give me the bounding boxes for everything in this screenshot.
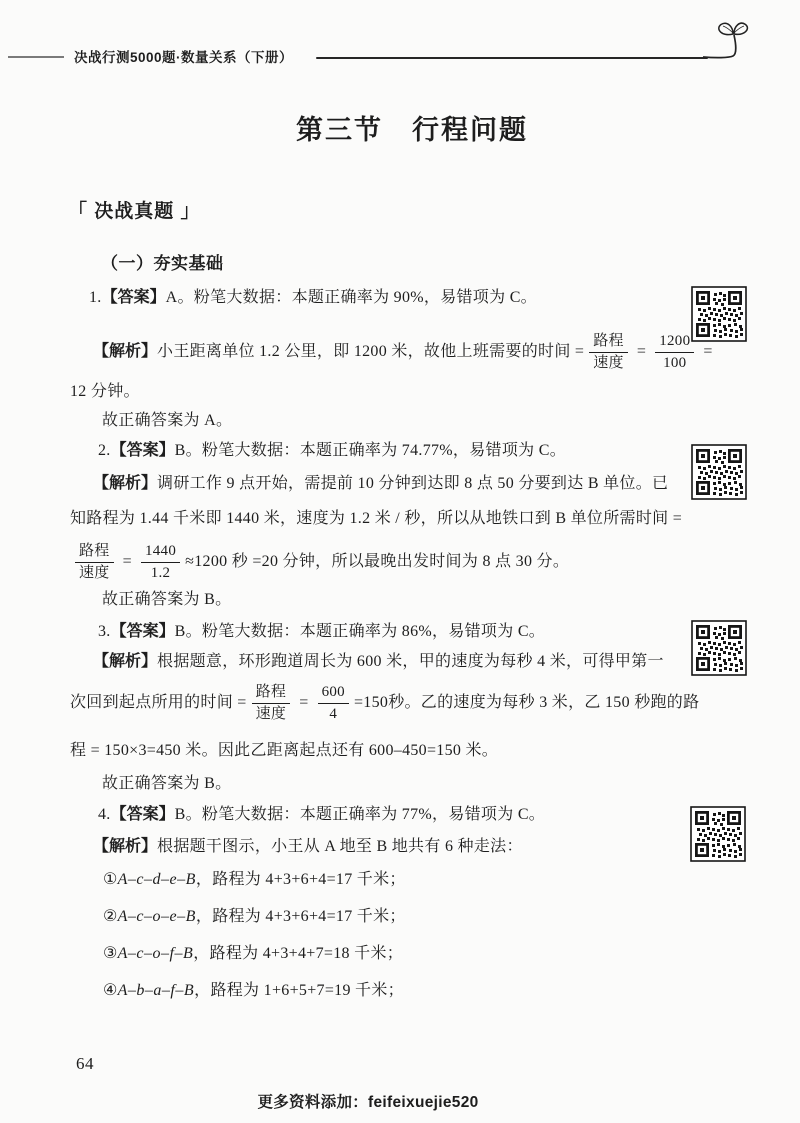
subsection-heading: （一）夯实基础 <box>101 254 224 273</box>
q4-route-item <box>103 906 406 928</box>
equals-sign: = <box>122 553 132 570</box>
fraction-distance-over-speed: $\frac{\text{路程}}{\text{速度}}$ <box>75 542 114 583</box>
header-rule-right <box>316 57 708 59</box>
equals-sign: = <box>636 343 647 360</box>
q3-analysis-text1: 根据题意，环形跑道周长为 600 米，甲的速度为每秒 4 米，可得甲第一 <box>157 653 664 670</box>
route-desc: ，路程为 4+3+4+7=18 千米； <box>193 945 404 962</box>
q4-analysis-line1 <box>93 836 523 858</box>
answer-label: 【答案】 <box>101 289 166 306</box>
q2-conclusion: 故正确答案为 B。 <box>102 591 232 608</box>
footer-promo-text: 更多资料添加：feifeixuejie520 <box>257 1094 479 1111</box>
analysis-label: 【解析】 <box>93 653 158 670</box>
route-marker: ④ <box>103 982 118 999</box>
fraction-1200-over-100: $\frac{1200}{100}$ <box>655 332 694 373</box>
route-desc: ，路程为 1+6+5+7=19 千米； <box>194 982 404 999</box>
q2-analysis-text1: 调研工作 9 点开始，需提前 10 分钟到达即 8 点 50 分要到达 B 单位。已 <box>157 475 669 492</box>
q3-answer-text: B。粉笔大数据：本题正确率为 86%，易错项为 C。 <box>174 623 546 640</box>
fraction-distance-over-speed: $\frac{\text{路程}}{\text{速度}}$ <box>589 332 628 373</box>
q3-conclusion: 故正确答案为 B。 <box>102 775 232 792</box>
analysis-label: 【解析】 <box>93 838 158 855</box>
qr-code <box>690 806 746 862</box>
answer-label: 【答案】 <box>110 623 175 640</box>
q3-formula-prefix: 次回到起点所用的时间 = <box>70 694 247 711</box>
q3-formula-line <box>70 675 699 731</box>
q2-answer-text: B。粉笔大数据：本题正确率为 74.77%，易错项为 C。 <box>174 442 566 459</box>
fraction-600-over-4: $\frac{600}{4}$ <box>318 683 349 724</box>
route-path: A–c–o–e–B <box>117 908 196 925</box>
answer-label: 【答案】 <box>110 806 175 823</box>
q3-answer-line <box>98 621 545 643</box>
q3-analysis-line1 <box>93 651 664 673</box>
q2-number: 2. <box>98 442 111 459</box>
q4-answer-text: B。粉笔大数据：本题正确率为 77%，易错项为 C。 <box>174 806 546 823</box>
route-desc: ，路程为 4+3+6+4=17 千米； <box>195 908 406 925</box>
q1-analysis-text: 小王距离单位 1.2 公里，即 1200 米，故他上班需要的时间 = <box>157 343 585 360</box>
equals-sign: = <box>703 343 713 360</box>
q4-route-item <box>103 943 403 965</box>
route-marker: ① <box>103 871 118 888</box>
header-rule-left <box>8 56 64 58</box>
answer-label: 【答案】 <box>110 442 175 459</box>
qr-code <box>691 620 747 676</box>
route-path: A–c–d–e–B <box>117 871 196 888</box>
sprout-icon <box>703 20 753 62</box>
q1-conclusion: 故正确答案为 A。 <box>102 412 233 429</box>
route-path: A–c–o–f–B <box>117 945 194 962</box>
q4-route-item <box>103 869 406 891</box>
q3-formula-tail: =150秒。乙的速度为每秒 3 米，乙 150 秒跑的路 <box>353 694 700 711</box>
q1-number: 1. <box>89 289 102 306</box>
q2-formula-tail: ≈1200 秒 =20 分钟，所以最晚出发时间为 8 点 30 分。 <box>185 553 570 570</box>
qr-code <box>691 444 747 500</box>
fraction-distance-over-speed: $\frac{\text{路程}}{\text{速度}}$ <box>252 683 291 724</box>
q4-route-item <box>103 980 404 1002</box>
q2-analysis-line2: 知路程为 1.44 千米即 1440 米，速度为 1.2 米 / 秒，所以从地铁口到 B 单位所需时间 = <box>70 510 683 527</box>
route-marker: ③ <box>103 945 118 962</box>
route-desc: ，路程为 4+3+6+4=17 千米； <box>195 871 406 888</box>
equals-sign: = <box>299 694 309 711</box>
route-marker: ② <box>103 908 118 925</box>
q3-number: 3. <box>98 623 111 640</box>
page-number: 64 <box>76 1054 94 1073</box>
page-title: 第三节 行程问题 <box>296 115 528 145</box>
route-path: A–b–a–f–B <box>117 982 195 999</box>
q2-analysis-line1 <box>93 473 668 495</box>
q2-answer-line <box>98 440 566 462</box>
section-heading: 「 决战真题 」 <box>68 201 201 222</box>
q4-analysis-text1: 根据题干图示，小王从 A 地至 B 地共有 6 种走法： <box>157 838 523 855</box>
q1-analysis-line <box>93 324 717 380</box>
qr-code <box>691 286 747 342</box>
q4-number: 4. <box>98 806 111 823</box>
analysis-label: 【解析】 <box>93 343 158 360</box>
q1-wrap-line: 12 分钟。 <box>70 383 140 400</box>
q2-formula-line <box>70 534 569 590</box>
q1-answer-line <box>89 287 537 309</box>
q3-analysis-line3: 程 = 150×3=450 米。因此乙距离起点还有 600–450=150 米。 <box>70 742 499 759</box>
q4-answer-line <box>98 804 545 826</box>
q1-answer-text: A。粉笔大数据：本题正确率为 90%，易错项为 C。 <box>165 289 537 306</box>
fraction-1440-over-1.2: $\frac{1440}{1.2}$ <box>141 542 180 583</box>
book-title: 决战行测5000题·数量关系（下册） <box>74 50 294 65</box>
analysis-label: 【解析】 <box>93 475 158 492</box>
